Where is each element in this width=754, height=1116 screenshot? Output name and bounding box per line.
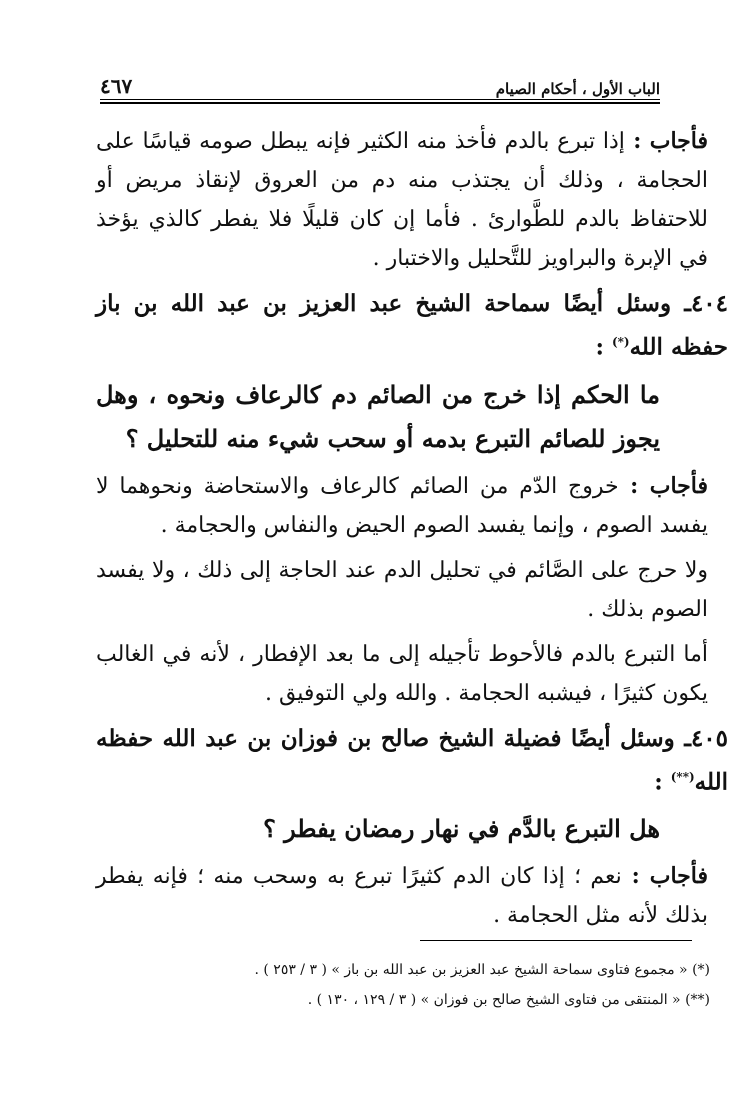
answer-lead: فأجاب : bbox=[621, 863, 708, 890]
answer-lead: فأجاب : bbox=[618, 472, 708, 499]
answer-text: نعم ؛ إذا كان الدم كثيرًا تبرع به وسحب منه ؛ فإنه يفطر بذلك لأنه مثل الحجامة . bbox=[96, 864, 708, 929]
answer-paragraph: أما التبرع بالدم فالأحوط تأجيله إلى ما بعد الإفطار ، لأنه في الغالب يكون كثيرًا ، فيشبه الحجامة . والله ولي التوفيق . bbox=[96, 641, 708, 706]
heading-colon: : bbox=[595, 333, 612, 361]
answer-paragraph bbox=[96, 857, 708, 935]
answer-paragraph bbox=[96, 122, 708, 278]
answer-lead: فأجاب : bbox=[624, 128, 708, 154]
footnote-1: (*) « مجموع فتاوى سماحة الشيخ عبد العزيز بن عبد الله بن باز » ( ٣ / ٢٥٣ ) . bbox=[254, 962, 710, 978]
heading-colon: : bbox=[654, 768, 671, 796]
page-number: ٤٦٧ bbox=[100, 74, 133, 98]
answer-text: خروج الدّم من الصائم كالرعاف والاستحاضة ونحوهما لا يفسد الصوم ، وإنما يفسد الصوم الحيض والنفاس والحجامة . bbox=[96, 473, 708, 538]
page-header bbox=[100, 70, 660, 98]
answer-paragraph: ولا حرج على الصَّائم في تحليل الدم عند الحاجة إلى ذلك ، ولا يفسد الصوم بذلك . bbox=[96, 557, 708, 622]
question-heading-405 bbox=[96, 719, 728, 802]
footnote-rule bbox=[420, 940, 692, 941]
answer-paragraph bbox=[96, 467, 708, 545]
question-text-404: ما الحكم إذا خرج من الصائم دم كالرعاف ونحوه ، وهل يجوز للصائم التبرع بدمه أو سحب شيء منه للتحليل ؟ bbox=[96, 379, 660, 453]
header-rule-thick bbox=[100, 102, 660, 104]
footnote-marker: (*) bbox=[611, 335, 630, 349]
footnote-2: (**) « المنتقى من فتاوى الشيخ صالح بن فوزان » ( ٣ / ١٢٩ ، ١٣٠ ) . bbox=[307, 992, 710, 1008]
answer-text: إذا تبرع بالدم فأخذ منه الكثير فإنه يبطل صومه قياسًا على الحجامة ، وذلك أن يجتذب منه دم من العروق لإنقاذ مريض أو للاحتفاظ بالدم للطَّوارئ . فأما إن كان قليلًا فلا يفطر كالذي يؤخذ في الإبرة والبراويز للتَّحليل والاختبار . bbox=[96, 129, 708, 271]
footnote-marker: (**) bbox=[670, 769, 695, 784]
footnotes bbox=[150, 955, 710, 1015]
header-rule bbox=[100, 99, 660, 100]
question-heading-404 bbox=[96, 284, 728, 367]
question-heading-text: ٤٠٤ـ وسئل أيضًا سماحة الشيخ عبد العزيز بن عبد الله بن باز حفظه الله bbox=[96, 290, 728, 361]
question-heading-text: ٤٠٥ـ وسئل أيضًا فضيلة الشيخ صالح بن فوزان بن عبد الله حفظه الله bbox=[96, 724, 728, 796]
question-text-405: هل التبرع بالدَّم في نهار رمضان يفطر ؟ bbox=[263, 814, 660, 844]
page-body bbox=[96, 122, 728, 941]
chapter-title: الباب الأول ، أحكام الصيام bbox=[495, 80, 660, 98]
